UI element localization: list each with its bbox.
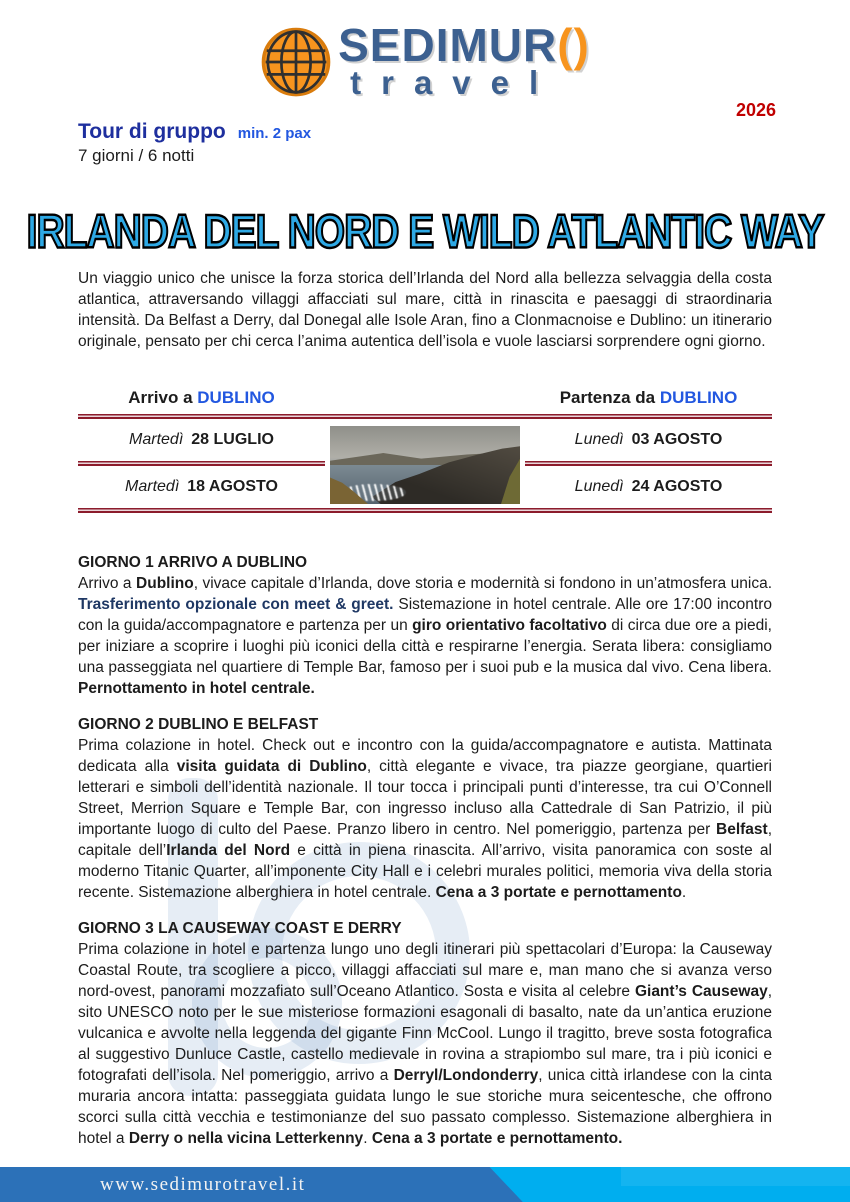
day-1-body: Arrivo a Dublino, vivace capitale d’Irlanda, dove storia e modernità si fondono in un’atmosfera unica. Trasferimento opzionale con meet & greet. Sistemazione in hotel centrale. Alle ore 17:00 incontro con la guida/accompagnatore e partenza per un giro orientativo facoltativo di circa due ore a piedi, per iniziare a scoprire i luoghi più iconici della città e respirarne l’energia. Serata libera: consigliamo una passeggiata nel quartiere di Temple Bar, famoso per i suoi pub e la musica dal vivo. Cena libera. Pernottamento in hotel centrale. [78,575,772,697]
itinerary-days [78,552,772,1164]
photo-cell [325,419,525,508]
day-3-body: Prima colazione in hotel e partenza lungo uno degli itinerari più spettacolari d’Europa: la Causeway Coastal Route, tra scogliere a picco, villaggi affacciati sul mare e, man mano che si avanza verso nord-ovest, panorami mozzafiato sull’Oceano Atlantico. Sosta e visita al celebre Giant’s Causeway, sito UNESCO noto per le sue misteriose formazioni esagonali di basalto, nate da un’antica eruzione vulcanica e avvolte nella leggenda del gigante Finn McCool. Lungo il tragitto, breve sosta fotografica al suggestivo Dunluce Castle, castello medievale in rovina a strapiombo sul mare, tra i più iconici e fotografati dell’isola. Nel pomeriggio, arrivo a Derryl/Londonderry, unica città irlandese con la cinta muraria ancora intatta: passeggiata guidata lungo le sue storiche mura seicentesche, che offrono scorci sulla città vecchia e testimonianze del suo passato complesso. Sistemazione alberghiera in hotel a Derry o nella vicina Letterkenny. Cena a 3 portate e pernottamento. [78,941,772,1147]
day-2-body: Prima colazione in hotel. Check out e incontro con la guida/accompagnatore e autista. Mattinata dedicata alla visita guidata di Dublino, città elegante e vivace, tra piazze georgiane, quartieri letterari e simboli dell’identità nazionale. Il tour tocca i principali punti d’interesse, tra cui O’Connell Street, Merrion Square e Temple Bar, con ingresso incluso alla Cattedrale di San Patrizio, il più importante luogo di culto del Paese. Pranzo libero in centro. Nel pomeriggio, partenza per Belfast, capitale dell’Irlanda del Nord e città in piena rinascita. All’arrivo, visita panoramica con soste al moderno Titanic Quarter, all’imponente City Hall e i celebri murales politici, memoria viva della storia recente. Sistemazione alberghiera in hotel centrale. Cena a 3 portate e pernottamento. [78,737,773,901]
footer-bar [0,1167,850,1202]
schedule-table [78,388,772,513]
departure-1-day: Lunedì [574,431,624,448]
departure-row-1 [525,419,772,461]
tour-type-label: Tour di gruppo [78,120,226,143]
arrival-row-1 [78,419,325,461]
title-wrap [0,206,850,259]
day-2-section [78,714,772,903]
departure-row-2 [525,466,772,508]
min-pax-label: min. 2 pax [237,125,312,142]
logo-brand: SEDIMUR [338,19,558,71]
arrival-city: DUBLINO [197,388,275,407]
arrival-2-date: 18 AGOSTO [187,478,278,495]
table-divider-bottom [78,508,772,513]
logo-sub: travel [350,64,559,101]
page-title: IRLANDA DEL NORD E WILD ATLANTIC WAY [26,206,824,259]
website-link[interactable]: www.sedimurotravel.it [100,1173,306,1195]
day-3-section [78,918,772,1149]
arrival-1-day: Martedì [129,431,184,448]
brand-logo [0,19,850,101]
departure-prefix: Partenza da [559,388,656,407]
duration-label: 7 giorni / 6 notti [78,146,195,165]
departure-2-day: Lunedì [574,478,624,495]
day-1-heading: GIORNO 1 ARRIVO A DUBLINO [78,554,308,571]
year-label: 2026 [735,100,776,120]
logo-text [338,19,590,101]
tour-info [78,120,311,166]
globe-icon [260,26,332,98]
day-3-heading: GIORNO 3 LA CAUSEWAY COAST E DERRY [78,920,402,937]
arrival-column [78,419,325,508]
arrival-header [78,388,325,408]
day-1-section [78,552,772,699]
day-2-heading: GIORNO 2 DUBLINO E BELFAST [78,716,319,733]
departure-column [525,419,772,508]
arrival-1-date: 28 LUGLIO [191,431,274,448]
departure-header [525,388,772,408]
schedule-headers [78,388,772,414]
footer-light-shape [621,1167,850,1186]
departure-2-date: 24 AGOSTO [631,478,723,495]
intro-paragraph: Un viaggio unico che unisce la forza storica dell’Irlanda del Nord alla bellezza selvaggia della costa atlantica, attraversando villaggi affacciati sul mare, città in rinascita e paesaggi di straordinaria intensità. Da Belfast a Derry, dal Donegal alle Isole Aran, fino a Clonmacnoise e Dublino: un itinerario originale, pensato per chi cerca l’anima autentica dell’isola e vuole lasciarsi sorprendere ogni giorno. [78,270,772,350]
schedule-body [78,419,772,508]
logo-parens: () [557,19,590,71]
arrival-2-day: Martedì [125,478,180,495]
coast-cliffs-photo [330,426,520,504]
departure-city: DUBLINO [659,388,738,407]
arrival-prefix: Arrivo a [128,388,193,407]
arrival-row-2 [78,466,325,508]
logo-brand-line [338,19,590,71]
departure-1-date: 03 AGOSTO [631,431,723,448]
